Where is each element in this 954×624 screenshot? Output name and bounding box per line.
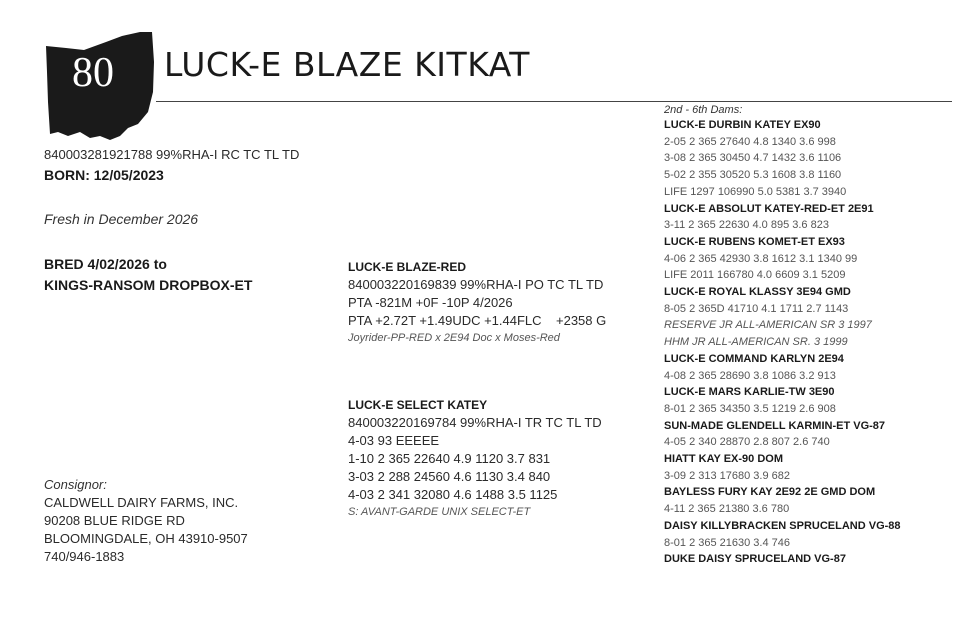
bred-date: BRED 4/02/2026 to: [44, 256, 167, 272]
header-divider: [156, 101, 952, 102]
dam-ancestor-name: LUCK-E RUBENS KOMET-ET EX93: [664, 235, 845, 248]
dam-ancestor-record: 3-08 2 365 30450 4.7 1432 3.6 1106: [664, 152, 842, 165]
dam-ancestor-record: 8-01 2 365 21630 3.4 746: [664, 536, 791, 549]
dam-record: 3-03 2 288 24560 4.6 1130 3.4 840: [348, 469, 551, 484]
birth-date: BORN: 12/05/2023: [44, 167, 164, 183]
fresh-date: Fresh in December 2026: [44, 211, 199, 227]
dam-record: 1-10 2 365 22640 4.9 1120 3.7 831: [348, 451, 551, 466]
dam-ancestor-name: LUCK-E ABSOLUT KATEY-RED-ET 2E91: [664, 202, 874, 215]
consignor-name: CALDWELL DAIRY FARMS, INC.: [44, 495, 239, 510]
dam-ancestor-record: 2-05 2 365 27640 4.8 1340 3.6 998: [664, 135, 836, 148]
consignor-phone: 740/946-1883: [44, 549, 125, 564]
dam-block: [348, 396, 602, 520]
dam-ancestor-name: SUN-MADE GLENDELL KARMIN-ET VG-87: [664, 419, 886, 432]
dam-ancestor-name: HIATT KAY EX-90 DOM: [664, 453, 783, 466]
dam-ancestor-record: LIFE 2011 166780 4.0 6609 3.1 5209: [664, 269, 846, 282]
dam-ancestor-record: LIFE 1297 106990 5.0 5381 3.7 3940: [664, 185, 847, 198]
dam-ancestor-record: 8-05 2 365D 41710 4.1 1711 2.7 1143: [664, 302, 849, 315]
dam-name: LUCK-E SELECT KATEY: [348, 398, 488, 412]
dam-classification: 4-03 93 EEEEE: [348, 433, 440, 448]
dam-ancestor-record: 8-01 2 365 34350 3.5 1219 2.6 908: [664, 402, 836, 415]
registration-info: 840003281921788 99%RHA-I RC TC TL TD: [44, 147, 300, 162]
dam-ancestor-award: HHM JR ALL-AMERICAN SR. 3 1999: [664, 336, 848, 349]
dam-ancestor-name: LUCK-E ROYAL KLASSY 3E94 GMD: [664, 286, 851, 299]
sire-pta-type: PTA +2.72T +1.49UDC +1.44FLC +2358 G: [348, 313, 607, 328]
sire-name: LUCK-E BLAZE-RED: [348, 260, 466, 274]
dam-ancestor-name: DUKE DAISY SPRUCELAND VG-87: [664, 553, 846, 566]
lot-number: 80: [72, 50, 114, 96]
consignor-block: [44, 476, 248, 566]
dams-header: 2nd - 6th Dams:: [664, 104, 743, 116]
dam-registration: 840003220169784 99%RHA-I TR TC TL TD: [348, 415, 602, 430]
dam-sire-note: S: AVANT-GARDE UNIX SELECT-ET: [348, 506, 531, 518]
dam-ancestor-record: 4-06 2 365 42930 3.8 1612 3.1 1340 99: [664, 252, 858, 265]
sire-registration: 840003220169839 99%RHA-I PO TC TL TD: [348, 277, 604, 292]
dam-ancestor-record: 3-11 2 365 22630 4.0 895 3.6 823: [664, 219, 829, 232]
dam-ancestor-name: LUCK-E MARS KARLIE-TW 3E90: [664, 386, 835, 399]
dam-ancestor-award: RESERVE JR ALL-AMERICAN SR 3 1997: [664, 319, 872, 332]
dam-ancestor-name: LUCK-E DURBIN KATEY EX90: [664, 119, 821, 131]
consignor-address-line2: BLOOMINGDALE, OH 43910-9507: [44, 531, 248, 546]
dam-ancestor-record: 3-09 2 313 17680 3.9 682: [664, 469, 791, 482]
ancestor-dams-list: [664, 103, 954, 568]
animal-name: LUCK-E BLAZE KITKAT: [164, 45, 530, 84]
dam-ancestor-name: DAISY KILLYBRACKEN SPRUCELAND VG-88: [664, 519, 901, 532]
sire-pta-production: PTA -821M +0F -10P 4/2026: [348, 295, 513, 310]
bred-to-sire: KINGS-RANSOM DROPBOX-ET: [44, 277, 253, 293]
dam-ancestor-record: 4-11 2 365 21380 3.6 780: [664, 503, 790, 516]
dam-ancestor-record: 4-08 2 365 28690 3.8 1086 3.2 913: [664, 369, 836, 382]
consignor-label: Consignor:: [44, 477, 107, 492]
dam-ancestor-record: 4-05 2 340 28870 2.8 807 2.6 740: [664, 436, 830, 449]
sire-pedigree: Joyrider-PP-RED x 2E94 Doc x Moses-Red: [348, 332, 560, 344]
dam-ancestor-name: BAYLESS FURY KAY 2E92 2E GMD DOM: [664, 486, 876, 499]
dam-record: 4-03 2 341 32080 4.6 1488 3.5 1125: [348, 487, 558, 502]
dam-ancestor-name: LUCK-E COMMAND KARLYN 2E94: [664, 352, 844, 365]
dam-ancestor-record: 5-02 2 355 30520 5.3 1608 3.8 1160: [664, 169, 842, 182]
consignor-address-line1: 90208 BLUE RIDGE RD: [44, 513, 185, 528]
sire-block: [348, 258, 606, 346]
